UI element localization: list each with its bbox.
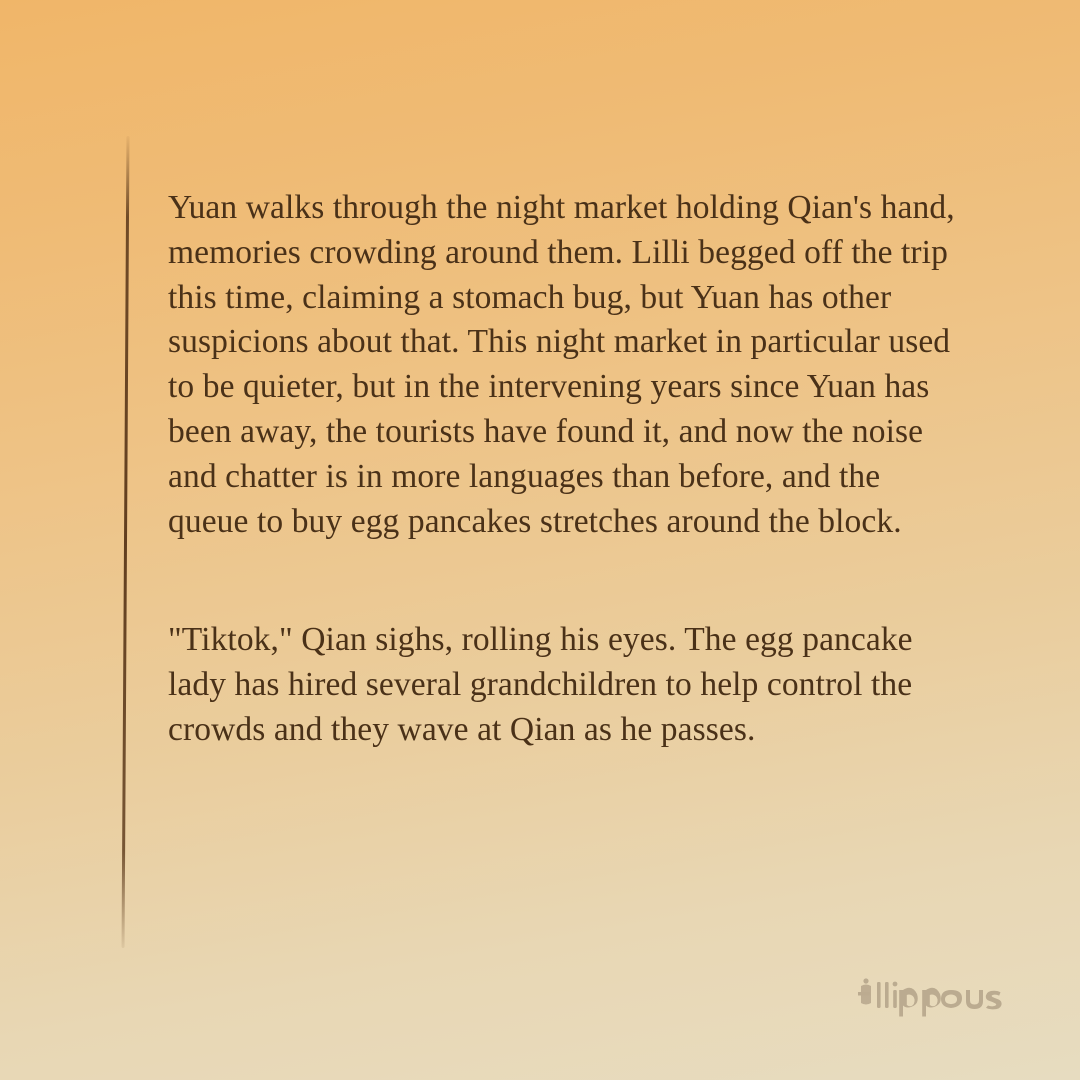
- ellipsus-wordmark-glyphs: [858, 972, 1008, 1018]
- paragraph-2: "Tiktok," Qian sighs, rolling his eyes. The egg pancake lady has hired several grandchildren to help control the crowds and they wave at Qian as he passes.: [168, 621, 922, 748]
- ellipsus-logo: [858, 972, 1008, 1018]
- vertical-quote-rule: [122, 136, 130, 948]
- story-text-block: [168, 186, 968, 753]
- paragraph-1: Yuan walks through the night market holding Qian's hand, memories crowding around them. Lilli begged off the trip this time, claiming a stomach bug, but Yuan has other suspicions about that. This night market in particular used to be quieter, but in the intervening years since Yuan has been away, the tourists have found it, and now the noise and chatter is in more languages than before, and the queue to buy egg pancakes stretches around the block.: [168, 189, 964, 540]
